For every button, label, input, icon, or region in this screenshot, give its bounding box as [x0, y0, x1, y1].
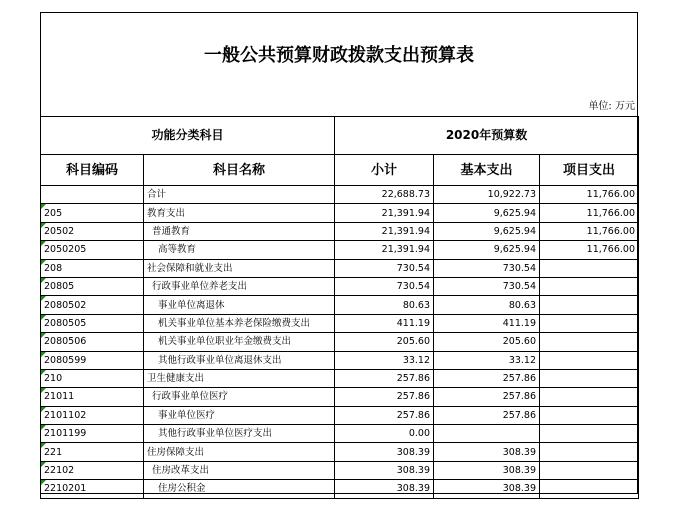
- cell-name[interactable]: [144, 369, 335, 387]
- cell-basic-text: 257.86: [502, 373, 537, 385]
- cell-code-text: 221: [44, 446, 63, 458]
- cell-subtotal[interactable]: [335, 388, 434, 406]
- cell-name-text: 行政事业单位医疗: [152, 391, 229, 403]
- table-row: [41, 333, 639, 351]
- cell-subtotal-text: 21,391.94: [381, 225, 431, 237]
- cell-marker-icon: [41, 462, 46, 467]
- header-code: 科目编码: [41, 155, 144, 186]
- cell-subtotal-text: 80.63: [402, 299, 431, 311]
- table-row: [41, 277, 639, 295]
- cell-basic[interactable]: [434, 425, 540, 443]
- cell-subtotal[interactable]: [335, 296, 434, 314]
- cell-code[interactable]: [41, 406, 144, 424]
- cell-basic-text: 9,625.94: [493, 207, 537, 219]
- cell-project[interactable]: [540, 333, 639, 351]
- cell-code[interactable]: [41, 480, 144, 498]
- cell-subtotal-text: 308.39: [396, 465, 431, 477]
- cell-name-text: 事业单位医疗: [158, 409, 216, 421]
- cell-basic-text: 411.19: [502, 317, 537, 329]
- cell-project[interactable]: [540, 480, 639, 498]
- cell-basic[interactable]: [434, 333, 540, 351]
- cell-marker-icon: [41, 278, 46, 283]
- cell-basic-text: 257.86: [502, 409, 537, 421]
- table-row: [41, 369, 639, 387]
- cell-name[interactable]: [144, 204, 335, 222]
- cell-code[interactable]: [41, 443, 144, 461]
- cell-subtotal-text: 22,688.73: [381, 189, 431, 201]
- cell-basic[interactable]: [434, 314, 540, 332]
- cell-basic-text: 257.86: [502, 391, 537, 403]
- cell-subtotal[interactable]: [335, 461, 434, 479]
- cell-name[interactable]: [144, 222, 335, 240]
- table-row: [41, 241, 639, 259]
- cell-basic-text: 205.60: [502, 336, 537, 348]
- cell-code-text: 2080599: [44, 354, 87, 366]
- cell-name-text: 其他行政事业单位医疗支出: [158, 428, 273, 440]
- header-row-group: [41, 117, 639, 155]
- table-row: [41, 461, 639, 479]
- cell-marker-icon: [41, 425, 46, 430]
- cell-basic[interactable]: [434, 369, 540, 387]
- cell-basic-text: 80.63: [508, 299, 537, 311]
- cell-subtotal[interactable]: [335, 406, 434, 424]
- cell-marker-icon: [41, 204, 46, 209]
- cell-code-text: 22102: [44, 465, 75, 477]
- cell-project[interactable]: [540, 277, 639, 295]
- table-row: [41, 388, 639, 406]
- cell-basic[interactable]: [434, 186, 540, 204]
- cell-name[interactable]: [144, 186, 335, 204]
- table-row: [41, 222, 639, 240]
- cell-code[interactable]: [41, 277, 144, 295]
- cell-project[interactable]: [540, 443, 639, 461]
- cell-code[interactable]: [41, 461, 144, 479]
- cell-name-text: 其他行政事业单位离退休支出: [158, 354, 282, 366]
- cell-name-text: 社会保障和就业支出: [147, 262, 233, 274]
- cell-basic-text: 308.39: [502, 483, 537, 495]
- cell-subtotal-text: 730.54: [396, 262, 431, 274]
- cell-project-text: 11,766.00: [586, 189, 636, 201]
- cell-marker-icon: [41, 223, 46, 228]
- cell-basic[interactable]: [434, 277, 540, 295]
- cell-code[interactable]: [41, 388, 144, 406]
- budget-table: [40, 116, 639, 499]
- cell-subtotal-text: 205.60: [396, 336, 431, 348]
- cell-code[interactable]: [41, 241, 144, 259]
- cell-code-text: 2080502: [44, 299, 87, 311]
- cell-subtotal[interactable]: [335, 480, 434, 498]
- cell-name-text: 机关事业单位基本养老保险缴费支出: [158, 317, 311, 329]
- cell-code[interactable]: [41, 369, 144, 387]
- header-row-columns: [41, 155, 639, 186]
- cell-name[interactable]: [144, 351, 335, 369]
- cell-project[interactable]: [540, 186, 639, 204]
- cell-code-text: 20502: [44, 225, 75, 237]
- cell-name[interactable]: [144, 314, 335, 332]
- cell-name-text: 住房改革支出: [152, 465, 210, 477]
- cell-marker-icon: [41, 370, 46, 375]
- cell-basic[interactable]: [434, 241, 540, 259]
- cell-code-text: 2210201: [44, 483, 87, 495]
- cell-code[interactable]: [41, 425, 144, 443]
- cell-project[interactable]: [540, 351, 639, 369]
- cell-subtotal[interactable]: [335, 425, 434, 443]
- header-name: 科目名称: [144, 155, 335, 186]
- cell-name[interactable]: [144, 277, 335, 295]
- cell-name[interactable]: [144, 406, 335, 424]
- cell-subtotal-text: 308.39: [396, 446, 431, 458]
- cell-subtotal[interactable]: [335, 314, 434, 332]
- cell-marker-icon: [41, 241, 46, 246]
- budget-sheet: [40, 12, 638, 494]
- cell-basic[interactable]: [434, 204, 540, 222]
- cell-subtotal-text: 0.00: [408, 428, 431, 440]
- cell-name-text: 行政事业单位养老支出: [152, 281, 248, 293]
- cell-marker-icon: [41, 352, 46, 357]
- cell-basic-text: 308.39: [502, 465, 537, 477]
- cell-code-text: 21011: [44, 391, 75, 403]
- cell-project[interactable]: [540, 296, 639, 314]
- cell-basic-text: 10,922.73: [487, 189, 537, 201]
- cell-basic[interactable]: [434, 222, 540, 240]
- cell-name[interactable]: [144, 259, 335, 277]
- cell-code-text: 20805: [44, 281, 75, 293]
- cell-subtotal-text: 257.86: [396, 409, 431, 421]
- cell-name-text: 教育支出: [147, 207, 186, 219]
- header-function-class: 功能分类科目: [41, 117, 335, 155]
- cell-basic[interactable]: [434, 406, 540, 424]
- cell-code-text: 205: [44, 207, 63, 219]
- cell-basic-text: 9,625.94: [493, 244, 537, 256]
- cell-basic-text: 730.54: [502, 262, 537, 274]
- cell-basic[interactable]: [434, 296, 540, 314]
- cell-basic[interactable]: [434, 388, 540, 406]
- cell-name[interactable]: [144, 443, 335, 461]
- header-project: 项目支出: [540, 155, 639, 186]
- cell-code-text: 2080506: [44, 336, 87, 348]
- table-row: [41, 443, 639, 461]
- table-row: [41, 351, 639, 369]
- cell-subtotal[interactable]: [335, 241, 434, 259]
- cell-project[interactable]: [540, 461, 639, 479]
- table-row: [41, 425, 639, 443]
- cell-marker-icon: [41, 333, 46, 338]
- table-row: [41, 259, 639, 277]
- unit-label: 单位: 万元: [588, 101, 635, 112]
- cell-basic-text: 33.12: [508, 354, 537, 366]
- cell-code-text: 210: [44, 373, 63, 385]
- table-row: [41, 296, 639, 314]
- cell-name[interactable]: [144, 333, 335, 351]
- cell-name-text: 住房保障支出: [147, 446, 205, 458]
- table-row: [41, 204, 639, 222]
- cell-code[interactable]: [41, 222, 144, 240]
- cell-basic[interactable]: [434, 443, 540, 461]
- cell-basic-text: 308.39: [502, 446, 537, 458]
- cell-code-text: 2080505: [44, 317, 87, 329]
- header-basic: 基本支出: [434, 155, 540, 186]
- cell-code[interactable]: [41, 333, 144, 351]
- cell-marker-icon: [41, 260, 46, 265]
- cell-basic[interactable]: [434, 461, 540, 479]
- cell-name[interactable]: [144, 296, 335, 314]
- cell-marker-icon: [41, 480, 46, 485]
- cell-basic[interactable]: [434, 351, 540, 369]
- cell-code[interactable]: [41, 204, 144, 222]
- cell-project[interactable]: [540, 204, 639, 222]
- cell-name-text: 事业单位离退休: [158, 299, 225, 311]
- cell-subtotal-text: 33.12: [402, 354, 431, 366]
- cell-subtotal[interactable]: [335, 222, 434, 240]
- cell-subtotal[interactable]: [335, 333, 434, 351]
- cell-name-text: 普通教育: [152, 225, 191, 237]
- cell-subtotal[interactable]: [335, 277, 434, 295]
- cell-marker-icon: [41, 407, 46, 412]
- table-row: [41, 186, 639, 204]
- cell-code[interactable]: [41, 314, 144, 332]
- cell-code[interactable]: [41, 351, 144, 369]
- table-row: [41, 314, 639, 332]
- cell-name[interactable]: [144, 461, 335, 479]
- header-budget-year: 2020年预算数: [335, 117, 639, 155]
- cell-project-text: 11,766.00: [586, 225, 636, 237]
- cell-subtotal-text: 21,391.94: [381, 244, 431, 256]
- cell-code-text: 2050205: [44, 244, 87, 256]
- cell-project-text: 11,766.00: [586, 244, 636, 256]
- cell-code[interactable]: [41, 186, 144, 204]
- cell-basic[interactable]: [434, 480, 540, 498]
- cell-project[interactable]: [540, 406, 639, 424]
- cell-name-text: 合计: [147, 189, 167, 201]
- cell-code-text: 2101102: [44, 409, 87, 421]
- cell-subtotal-text: 730.54: [396, 281, 431, 293]
- table-row: [41, 406, 639, 424]
- cell-marker-icon: [41, 296, 46, 301]
- cell-subtotal[interactable]: [335, 204, 434, 222]
- cell-name[interactable]: [144, 480, 335, 498]
- cell-marker-icon: [41, 443, 46, 448]
- cell-name-text: 住房公积金: [158, 483, 206, 495]
- cell-name[interactable]: [144, 425, 335, 443]
- cell-project[interactable]: [540, 241, 639, 259]
- cell-code-text: 2101199: [44, 428, 87, 440]
- cell-code-text: 208: [44, 262, 63, 274]
- cell-name-text: 高等教育: [158, 244, 197, 256]
- cell-project[interactable]: [540, 314, 639, 332]
- cell-subtotal[interactable]: [335, 443, 434, 461]
- cell-basic-text: 730.54: [502, 281, 537, 293]
- sheet-title: 一般公共预算财政拨款支出预算表: [204, 45, 474, 66]
- cell-subtotal[interactable]: [335, 259, 434, 277]
- header-subtotal: 小计: [335, 155, 434, 186]
- cell-project[interactable]: [540, 222, 639, 240]
- cell-subtotal-text: 411.19: [396, 317, 431, 329]
- cell-code[interactable]: [41, 259, 144, 277]
- cell-marker-icon: [41, 388, 46, 393]
- cell-name-text: 机关事业单位职业年金缴费支出: [158, 336, 292, 348]
- cell-project-text: 11,766.00: [586, 207, 636, 219]
- cell-project[interactable]: [540, 369, 639, 387]
- cell-basic[interactable]: [434, 259, 540, 277]
- cell-subtotal[interactable]: [335, 369, 434, 387]
- cell-project[interactable]: [540, 259, 639, 277]
- cell-name[interactable]: [144, 388, 335, 406]
- cell-subtotal-text: 257.86: [396, 391, 431, 403]
- cell-project[interactable]: [540, 425, 639, 443]
- cell-subtotal[interactable]: [335, 186, 434, 204]
- cell-name[interactable]: [144, 241, 335, 259]
- cell-name-text: 卫生健康支出: [147, 373, 205, 385]
- cell-subtotal-text: 257.86: [396, 373, 431, 385]
- table-row: [41, 480, 639, 498]
- cell-project[interactable]: [540, 388, 639, 406]
- cell-code[interactable]: [41, 296, 144, 314]
- cell-subtotal[interactable]: [335, 351, 434, 369]
- cell-basic-text: 9,625.94: [493, 225, 537, 237]
- cell-subtotal-text: 21,391.94: [381, 207, 431, 219]
- cell-subtotal-text: 308.39: [396, 483, 431, 495]
- cell-marker-icon: [41, 315, 46, 320]
